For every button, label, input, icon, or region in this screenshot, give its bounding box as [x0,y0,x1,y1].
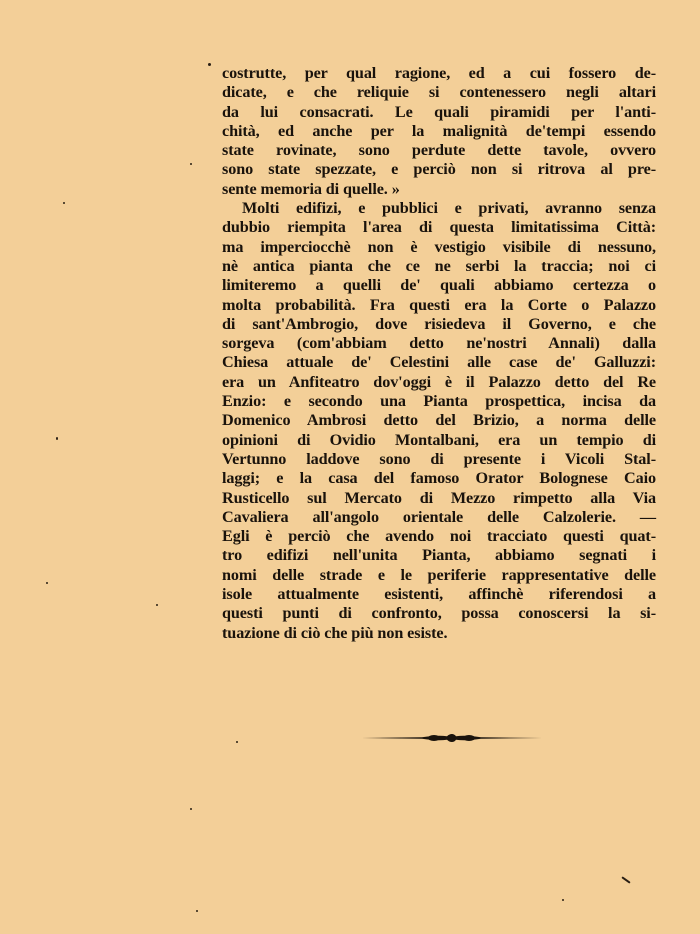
print-speck [63,202,65,204]
text-line: sente memoria di quelle. » [222,179,400,198]
text-line: isole attualmente esistenti, affinchè riferendosi a [222,585,656,604]
text-line: Egli è perciò che avendo noi tracciato questi quat- [222,527,656,546]
print-speck [190,808,192,810]
print-speck [236,741,238,743]
text-line: sorgeva (com'abbiam detto ne'nostri Annali) dalla [222,334,656,353]
text-line: ma imperciocchè non è vestigio visibile di nessuno, [222,237,656,256]
text-line: nomi delle strade e le periferie rappresentative delle [222,565,656,584]
print-speck [190,163,192,165]
text-line: Domenico Ambrosi detto del Brizio, a norma delle [222,411,656,430]
text-line: sono state spezzate, e perciò non si ritrova al pre- [222,160,656,179]
print-speck [156,604,158,606]
text-line: Chiesa attuale de' Celestini alle case de' Galluzzi: [222,353,656,372]
text-line: era un Anfiteatro dov'oggi è il Palazzo detto del Re [222,372,656,391]
text-line: chità, ed anche per la malignità de'tempi essendo [222,121,656,140]
text-line: Cavaliera all'angolo orientale delle Calzolerie. — [222,507,656,526]
text-line: nè antica pianta che ce ne serbi la traccia; noi ci [222,256,656,275]
text-line: dicate, e che reliquie si contenessero negli altari [222,83,656,102]
text-line: state rovinate, sono perdute dette tavole, ovvero [222,141,656,160]
text-line: limiteremo a quelli de' quali abbiamo certezza o [222,276,656,295]
text-line: molta probabilità. Fra questi era la Corte o Palazzo [222,295,656,314]
body-text [222,64,656,643]
print-speck [196,910,198,912]
print-speck [208,63,211,66]
text-line: Rusticello sul Mercato di Mezzo rimpetto alla Via [222,488,656,507]
text-line: Molti edifizi, e pubblici e privati, avranno senza [242,199,656,218]
text-line: laggi; e la casa del famoso Orator Bolognese Caio [222,469,656,488]
print-speck [46,582,48,584]
text-line: costrutte, per qual ragione, ed a cui fossero de- [222,64,656,82]
print-speck [621,876,630,883]
tailpiece-ornament [362,729,542,747]
text-line: Vertunno laddove sono di presente i Vicoli Stal- [222,449,656,468]
text-line: tuazione di ciò che più non esiste. [222,623,448,642]
paragraph-1 [222,64,656,199]
text-line: tro edifizi nell'unita Pianta, abbiamo segnati i [222,546,656,565]
paragraph-2 [222,199,656,643]
text-line: di sant'Ambrogio, dove risiedeva il Governo, e che [222,314,656,333]
text-line: Enzio: e secondo una Pianta prospettica, incisa da [222,392,656,411]
text-line: opinioni di Ovidio Montalbani, era un tempio di [222,430,656,449]
text-line: da lui consacrati. Le quali piramidi per l'anti- [222,102,656,121]
text-line: dubbio riempita l'area di questa limitatissima Città: [222,218,656,237]
text-line: questi punti di confronto, possa conoscersi la si- [222,604,656,623]
print-speck [562,899,564,901]
print-speck [56,437,58,440]
